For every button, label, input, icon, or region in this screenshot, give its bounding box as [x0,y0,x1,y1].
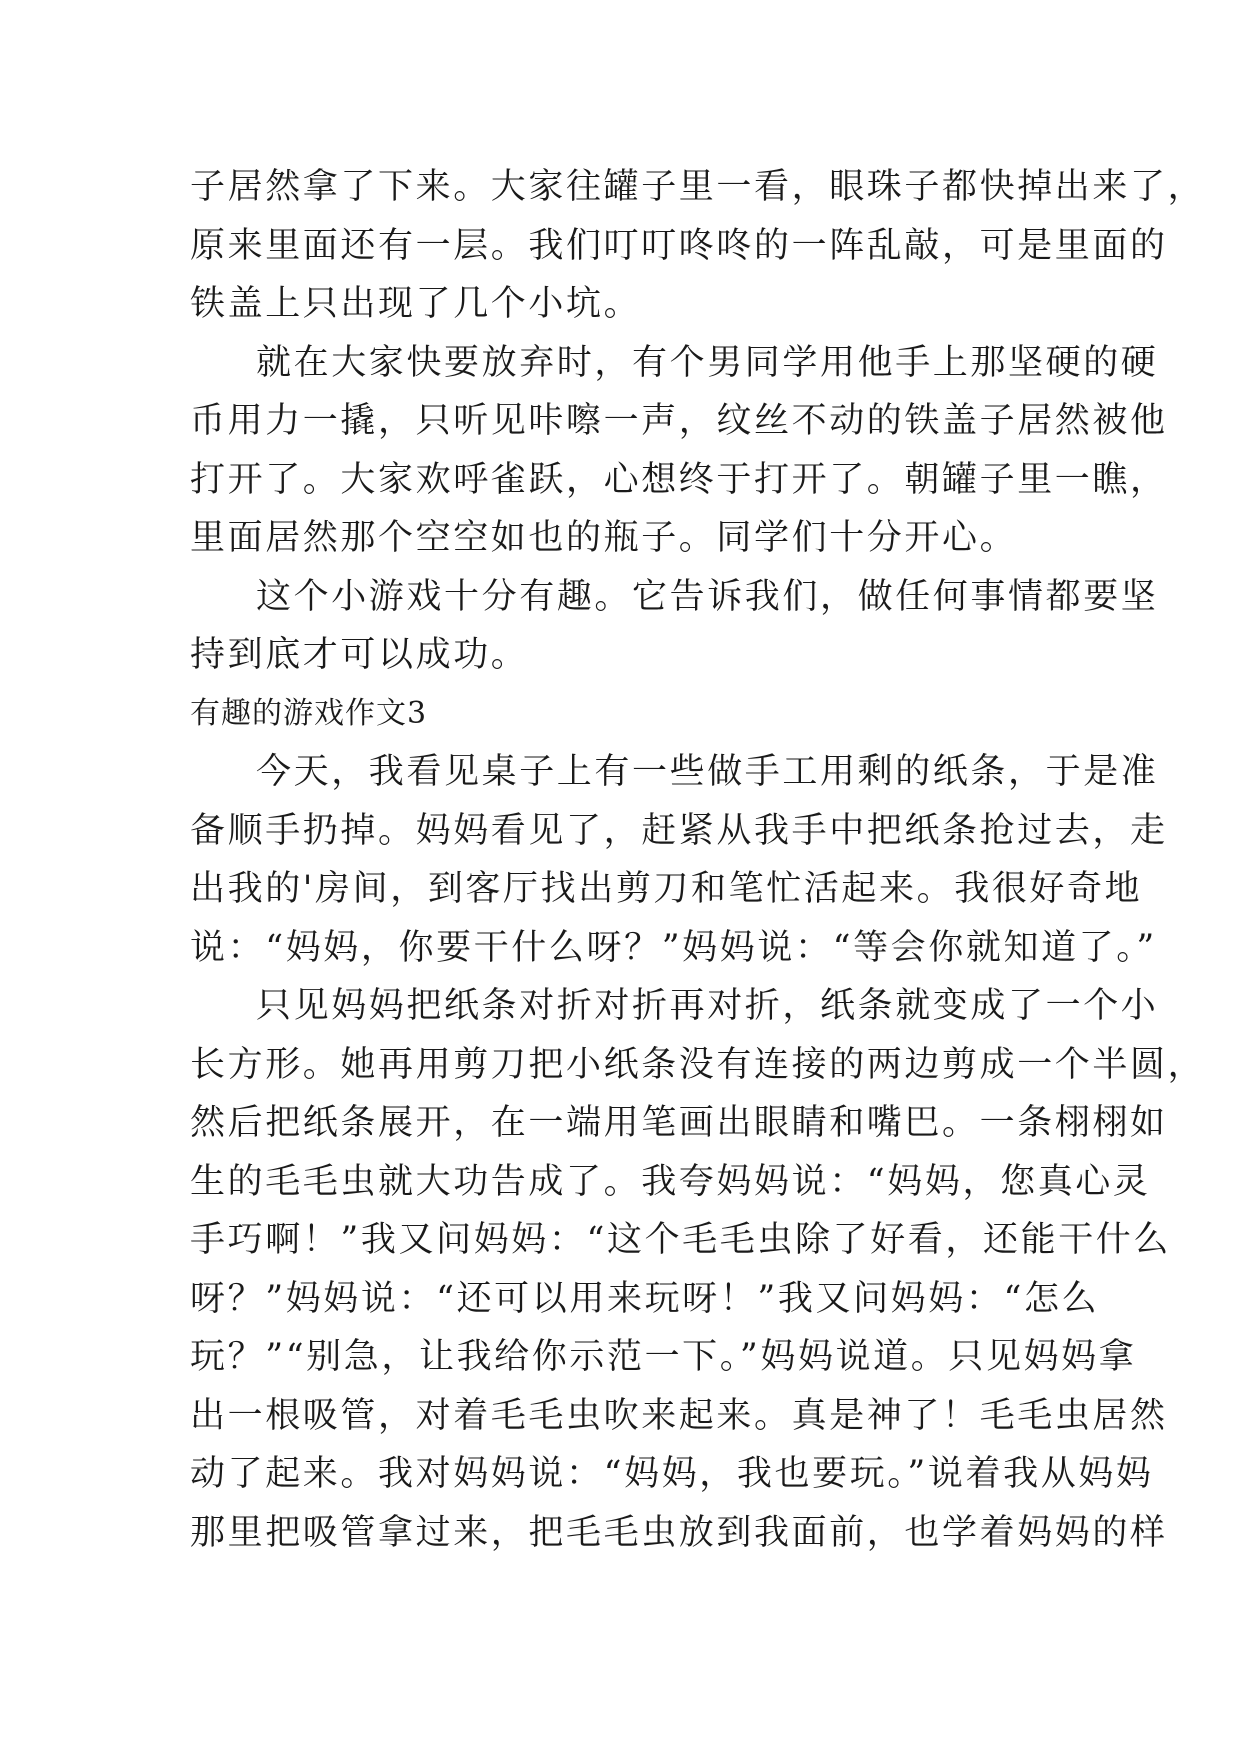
text-line: 生的毛毛虫就大功告成了。我夸妈妈说：“妈妈，您真心灵 [190,1161,1151,1202]
text-line: 这个小游戏十分有趣。它告诉我们，做任何事情都要坚 [256,576,1159,617]
paragraph [190,743,1168,977]
text-line: 打开了。大家欢呼雀跃，心想终于打开了。朝罐子里一瞧， [190,459,1168,500]
text-line: 备顺手扔掉。妈妈看见了，赶紧从我手中把纸条抢过去，走 [190,810,1168,851]
text-line: 动了起来。我对妈妈说：“妈妈，我也要玩。”说着我从妈妈 [190,1454,1154,1494]
paragraph [190,977,1206,1562]
text-line: 里面居然那个空空如也的瓶子。同学们十分开心。 [190,518,1018,558]
text-line: 说：“妈妈，你要干什么呀？”妈妈说：“等会你就知道了。” [190,927,1157,968]
text-line: 呀？”妈妈说：“还可以用来玩呀！”我又问妈妈：“怎么 [190,1278,1100,1319]
paragraph [190,568,1159,685]
text-line: 然后把纸条展开，在一端用笔画出眼睛和嘴巴。一条栩栩如 [190,1103,1168,1143]
text-line: 长方形。她再用剪刀把小纸条没有连接的两边剪成一个半圆， [190,1044,1206,1085]
text-line: 子居然拿了下来。大家往罐子里一看，眼珠子都快掉出来了， [190,167,1206,207]
text-line: 玩？”“别急，让我给你示范一下。”妈妈说道。只见妈妈拿 [190,1337,1137,1377]
paragraph [190,158,1206,334]
text-line: 原来里面还有一层。我们叮叮咚咚的一阵乱敲，可是里面的 [190,225,1168,266]
text-line: 手巧啊！”我又问妈妈：“这个毛毛虫除了好看，还能干什么 [190,1220,1171,1260]
text-line: 只见妈妈把纸条对折对折再对折，纸条就变成了一个小 [256,986,1159,1026]
text-line: 持到底才可以成功。 [190,635,529,675]
text-line: 出我的'房间，到客厅找出剪刀和笔忙活起来。我很好奇地 [190,869,1143,909]
paragraph [190,334,1168,568]
document-page [190,158,1206,1562]
text-line: 币用力一撬，只听见咔嚓一声，纹丝不动的铁盖子居然被他 [190,401,1168,441]
text-line: 就在大家快要放弃时，有个男同学用他手上那坚硬的硬 [256,342,1159,383]
text-line: 今天，我看见桌子上有一些做手工用剩的纸条，于是准 [256,752,1159,792]
text-line: 铁盖上只出现了几个小坑。 [190,284,642,324]
text-line: 那里把吸管拿过来，把毛毛虫放到我面前，也学着妈妈的样 [190,1512,1168,1553]
text-line: 出一根吸管，对着毛毛虫吹来起来。真是神了！毛毛虫居然 [190,1395,1168,1436]
section-heading: 有趣的游戏作文3 [190,695,428,731]
